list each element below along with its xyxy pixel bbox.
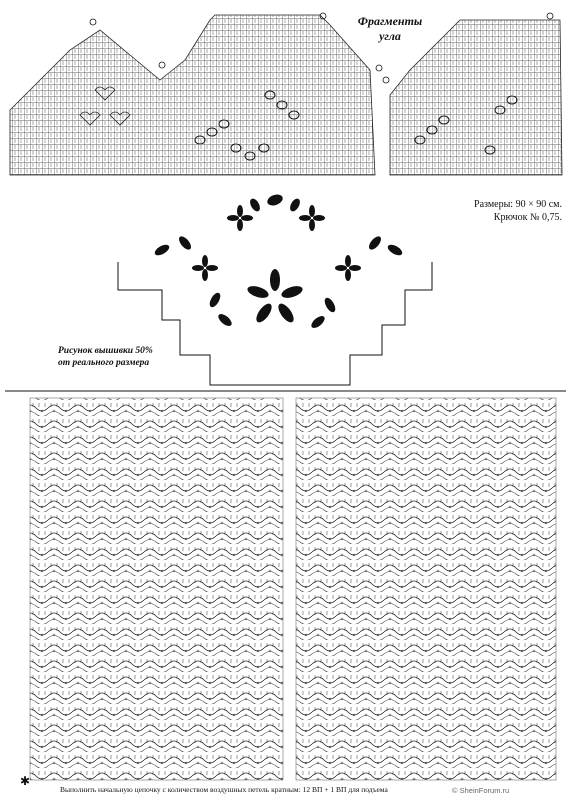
embroidery-motif xyxy=(153,193,404,331)
watermark: © SheinForum.ru xyxy=(452,786,510,795)
embroidery-caption xyxy=(58,345,168,369)
stitch-panel-right xyxy=(296,398,556,780)
star-marker: ✱ xyxy=(20,774,31,788)
embroidery-caption-line2: от реального размера xyxy=(58,358,150,368)
embroidery-caption-line1: Рисунок вышивки 50% xyxy=(58,346,153,356)
pattern-specs xyxy=(430,198,562,224)
corner-title-line2: угла xyxy=(379,29,401,43)
footer-instruction: Выполнить начальную цепочку с количеством воздушных петель кратным: 12 ВП + 1 ВП для подъема xyxy=(60,785,388,794)
stitch-panel-left xyxy=(30,398,283,780)
hook-spec: Крючок № 0,75. xyxy=(493,212,562,223)
size-spec: Размеры: 90 × 90 см. xyxy=(474,199,562,210)
corner-title-line1: Фрагменты xyxy=(357,14,423,28)
corner-fragment-left xyxy=(10,15,375,175)
corner-title xyxy=(350,14,430,44)
